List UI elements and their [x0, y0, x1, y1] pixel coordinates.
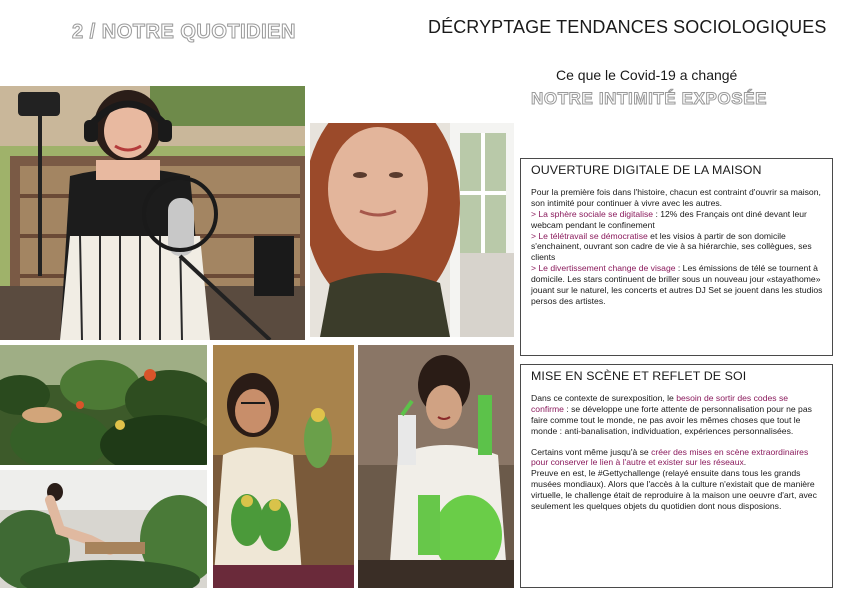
photo-woman-recreation: [358, 345, 514, 588]
section-title: 2 / NOTRE QUOTIDIEN: [72, 21, 296, 43]
page-title: DÉCRYPTAGE TENDANCES SOCIOLOGIQUES: [428, 17, 827, 37]
paragraph: Certains vont même jusqu'à se créer des mises en scène extraordinaires pour conserver le lien à l'autre et exister sur les réseaux.: [531, 446, 809, 468]
box-title: OUVERTURE DIGITALE DE LA MAISON: [531, 163, 762, 177]
photo-woman-selfie: [310, 123, 514, 337]
paragraph: Dans ce contexte de surexposition, le besoin de sortir des codes se confirme : se développe une forte attente de personnalisation pour ne pas faire comme tout le monde, ne pas avoir les mêmes choses que tout le monde : anti-banalisation, individuation, expériences personnalisées.: [531, 392, 812, 436]
highlight-title: NOTRE INTIMITÉ EXPOSÉE: [531, 89, 768, 108]
box-staging-self: [520, 364, 833, 588]
box-title: MISE EN SCÈNE ET REFLET DE SOI: [531, 369, 747, 383]
list-item: > Le divertissement change de visage : Les émissions de télé se tournent à domicile. Les stars continuent de briller sous un nouveau jour «stayathome» jouant sur le naturel, les concerts et autres DJ Set se jouent dans les studios persos des artistes.: [531, 263, 823, 306]
photo-recreated-painting: [0, 470, 207, 588]
paragraph: Preuve en est, le #Gettychallenge (relayé ensuite dans tous les grands musées mondiaux). Alors que l'accès à la culture n'existait que de manière virtuelle, le challenge était de reproduire à la maison une oeuvre d'art, avec seulement les quelques objets du quotidien dont nous disposions.: [531, 468, 817, 512]
subtitle: Ce que le Covid-19 a changé: [556, 67, 738, 83]
photo-frida-painting: [213, 345, 354, 588]
box-intro: Pour la première fois dans l'histoire, chacun est contraint d'ouvrir sa maison, son intimité pour continuer à vivre avec les autres.: [531, 186, 821, 208]
photo-jungle-painting: [0, 345, 207, 465]
list-item: > Le télétravail se démocratise et les visios à partir de son domicile s'enchainent, ouvrant son cadre de vie à sa hiérarchie, ses collègues, ses clients: [531, 230, 812, 263]
box-digital-opening: [520, 158, 833, 356]
photo-singer-studio: [0, 86, 305, 340]
list-item: > La sphère sociale se digitalise : 12% des Français ont diné devant leur webcam pendant le confinement: [531, 208, 807, 230]
